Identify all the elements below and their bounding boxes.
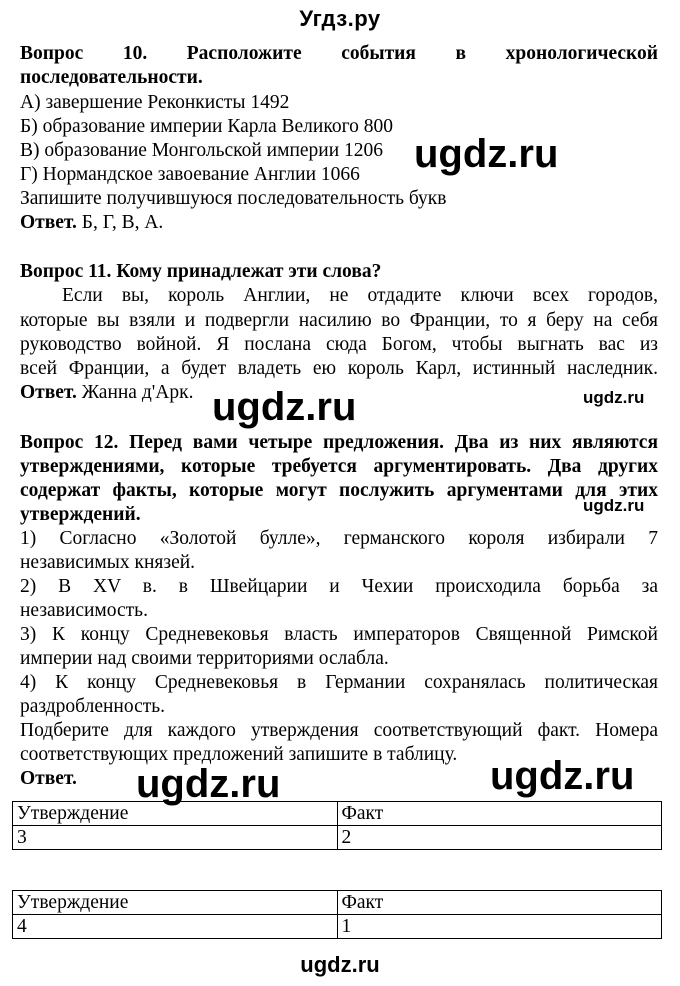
watermark-big-3: ugdz.ru: [136, 762, 281, 806]
q10-title-line1: Вопрос 10. Расположите события в хронологической: [20, 43, 658, 64]
table-cell-fact: 2: [337, 826, 662, 850]
watermark-small-2: ugdz.ru: [583, 496, 645, 515]
answer-table-2: [12, 890, 662, 939]
q12-title-line3: содержат факты, которые могут послужить аргументами для этих: [20, 480, 658, 501]
table-cell-statement: 3: [13, 826, 338, 850]
answer-table-1: [12, 801, 662, 850]
q10-option-d: Г) Нормандское завоевание Англии 1066: [20, 164, 360, 185]
table-cell-statement: 4: [13, 915, 338, 939]
table-header-fact: Факт: [337, 802, 662, 826]
table-row: [13, 915, 662, 939]
table-cell-fact: 1: [337, 915, 662, 939]
q12-item-2-line2: независимость.: [20, 600, 148, 621]
table-header-statement: Утверждение: [13, 802, 338, 826]
q10-option-a: А) завершение Реконкисты 1492: [20, 92, 290, 113]
q12-title-line1: Вопрос 12. Перед вами четыре предложения. Два из них являются: [20, 432, 658, 453]
watermark-small-1: ugdz.ru: [583, 388, 645, 407]
q11-quote-line3: руководство войной. Я послана сюда Богом, чтобы выгнать вас из: [20, 334, 658, 355]
watermark-big-2: ugdz.ru: [212, 385, 357, 429]
q12-instruction-line2: соответствующих предложений запишите в таблицу.: [20, 744, 458, 765]
table-row: [13, 826, 662, 850]
q12-title-line4: утверждений.: [20, 504, 141, 525]
q12-item-1-line2: независимых князей.: [20, 552, 196, 573]
q10-answer: Ответ. Б, Г, В, А.: [20, 212, 164, 233]
q12-item-2-line1: 2) В XV в. в Швейцарии и Чехии происходила борьба за: [20, 576, 658, 597]
watermark-big-1: ugdz.ru: [414, 132, 559, 176]
site-header: Угдз.ру: [299, 6, 381, 31]
q11-quote-line4: всей Франции, а будет владеть ею король Карл, истинный наследник.: [20, 358, 658, 379]
q12-title-line2: утверждениями, которые требуется аргументировать. Два других: [20, 456, 658, 477]
q12-item-4-line1: 4) К концу Средневековья в Германии сохранялась политическая: [20, 672, 658, 693]
table-header-fact: Факт: [337, 891, 662, 915]
q12-item-3-line2: империи над своими территориями ослабла.: [20, 648, 389, 669]
q10-instruction: Запишите получившуюся последовательность букв: [20, 188, 447, 209]
site-footer: ugdz.ru: [300, 952, 380, 977]
q11-answer: Ответ. Жанна д'Арк.: [20, 382, 194, 403]
q11-title: Вопрос 11. Кому принадлежат эти слова?: [20, 261, 382, 282]
q10-title-line2: последовательности.: [20, 67, 203, 88]
q10-option-c: В) образование Монгольской империи 1206: [20, 140, 384, 161]
q11-quote-line1: Если вы, король Англии, не отдадите ключи всех городов,: [62, 285, 658, 306]
q12-instruction-line1: Подберите для каждого утверждения соответствующий факт. Номера: [20, 720, 658, 741]
watermark-big-4: ugdz.ru: [490, 754, 635, 798]
table-header-statement: Утверждение: [13, 891, 338, 915]
q10-option-b: Б) образование империи Карла Великого 800: [20, 116, 393, 137]
q12-item-3-line1: 3) К концу Средневековья власть императоров Священной Римской: [20, 624, 658, 645]
q12-answer-label: Ответ.: [20, 768, 77, 789]
q12-item-4-line2: раздробленность.: [20, 696, 166, 717]
q11-quote-line2: которые вы взяли и подвергли насилию во Франции, то я беру на себя: [20, 310, 658, 331]
q12-item-1-line1: 1) Согласно «Золотой булле», германского короля избирали 7: [20, 528, 658, 549]
table-row: [13, 891, 662, 915]
table-row: [13, 802, 662, 826]
